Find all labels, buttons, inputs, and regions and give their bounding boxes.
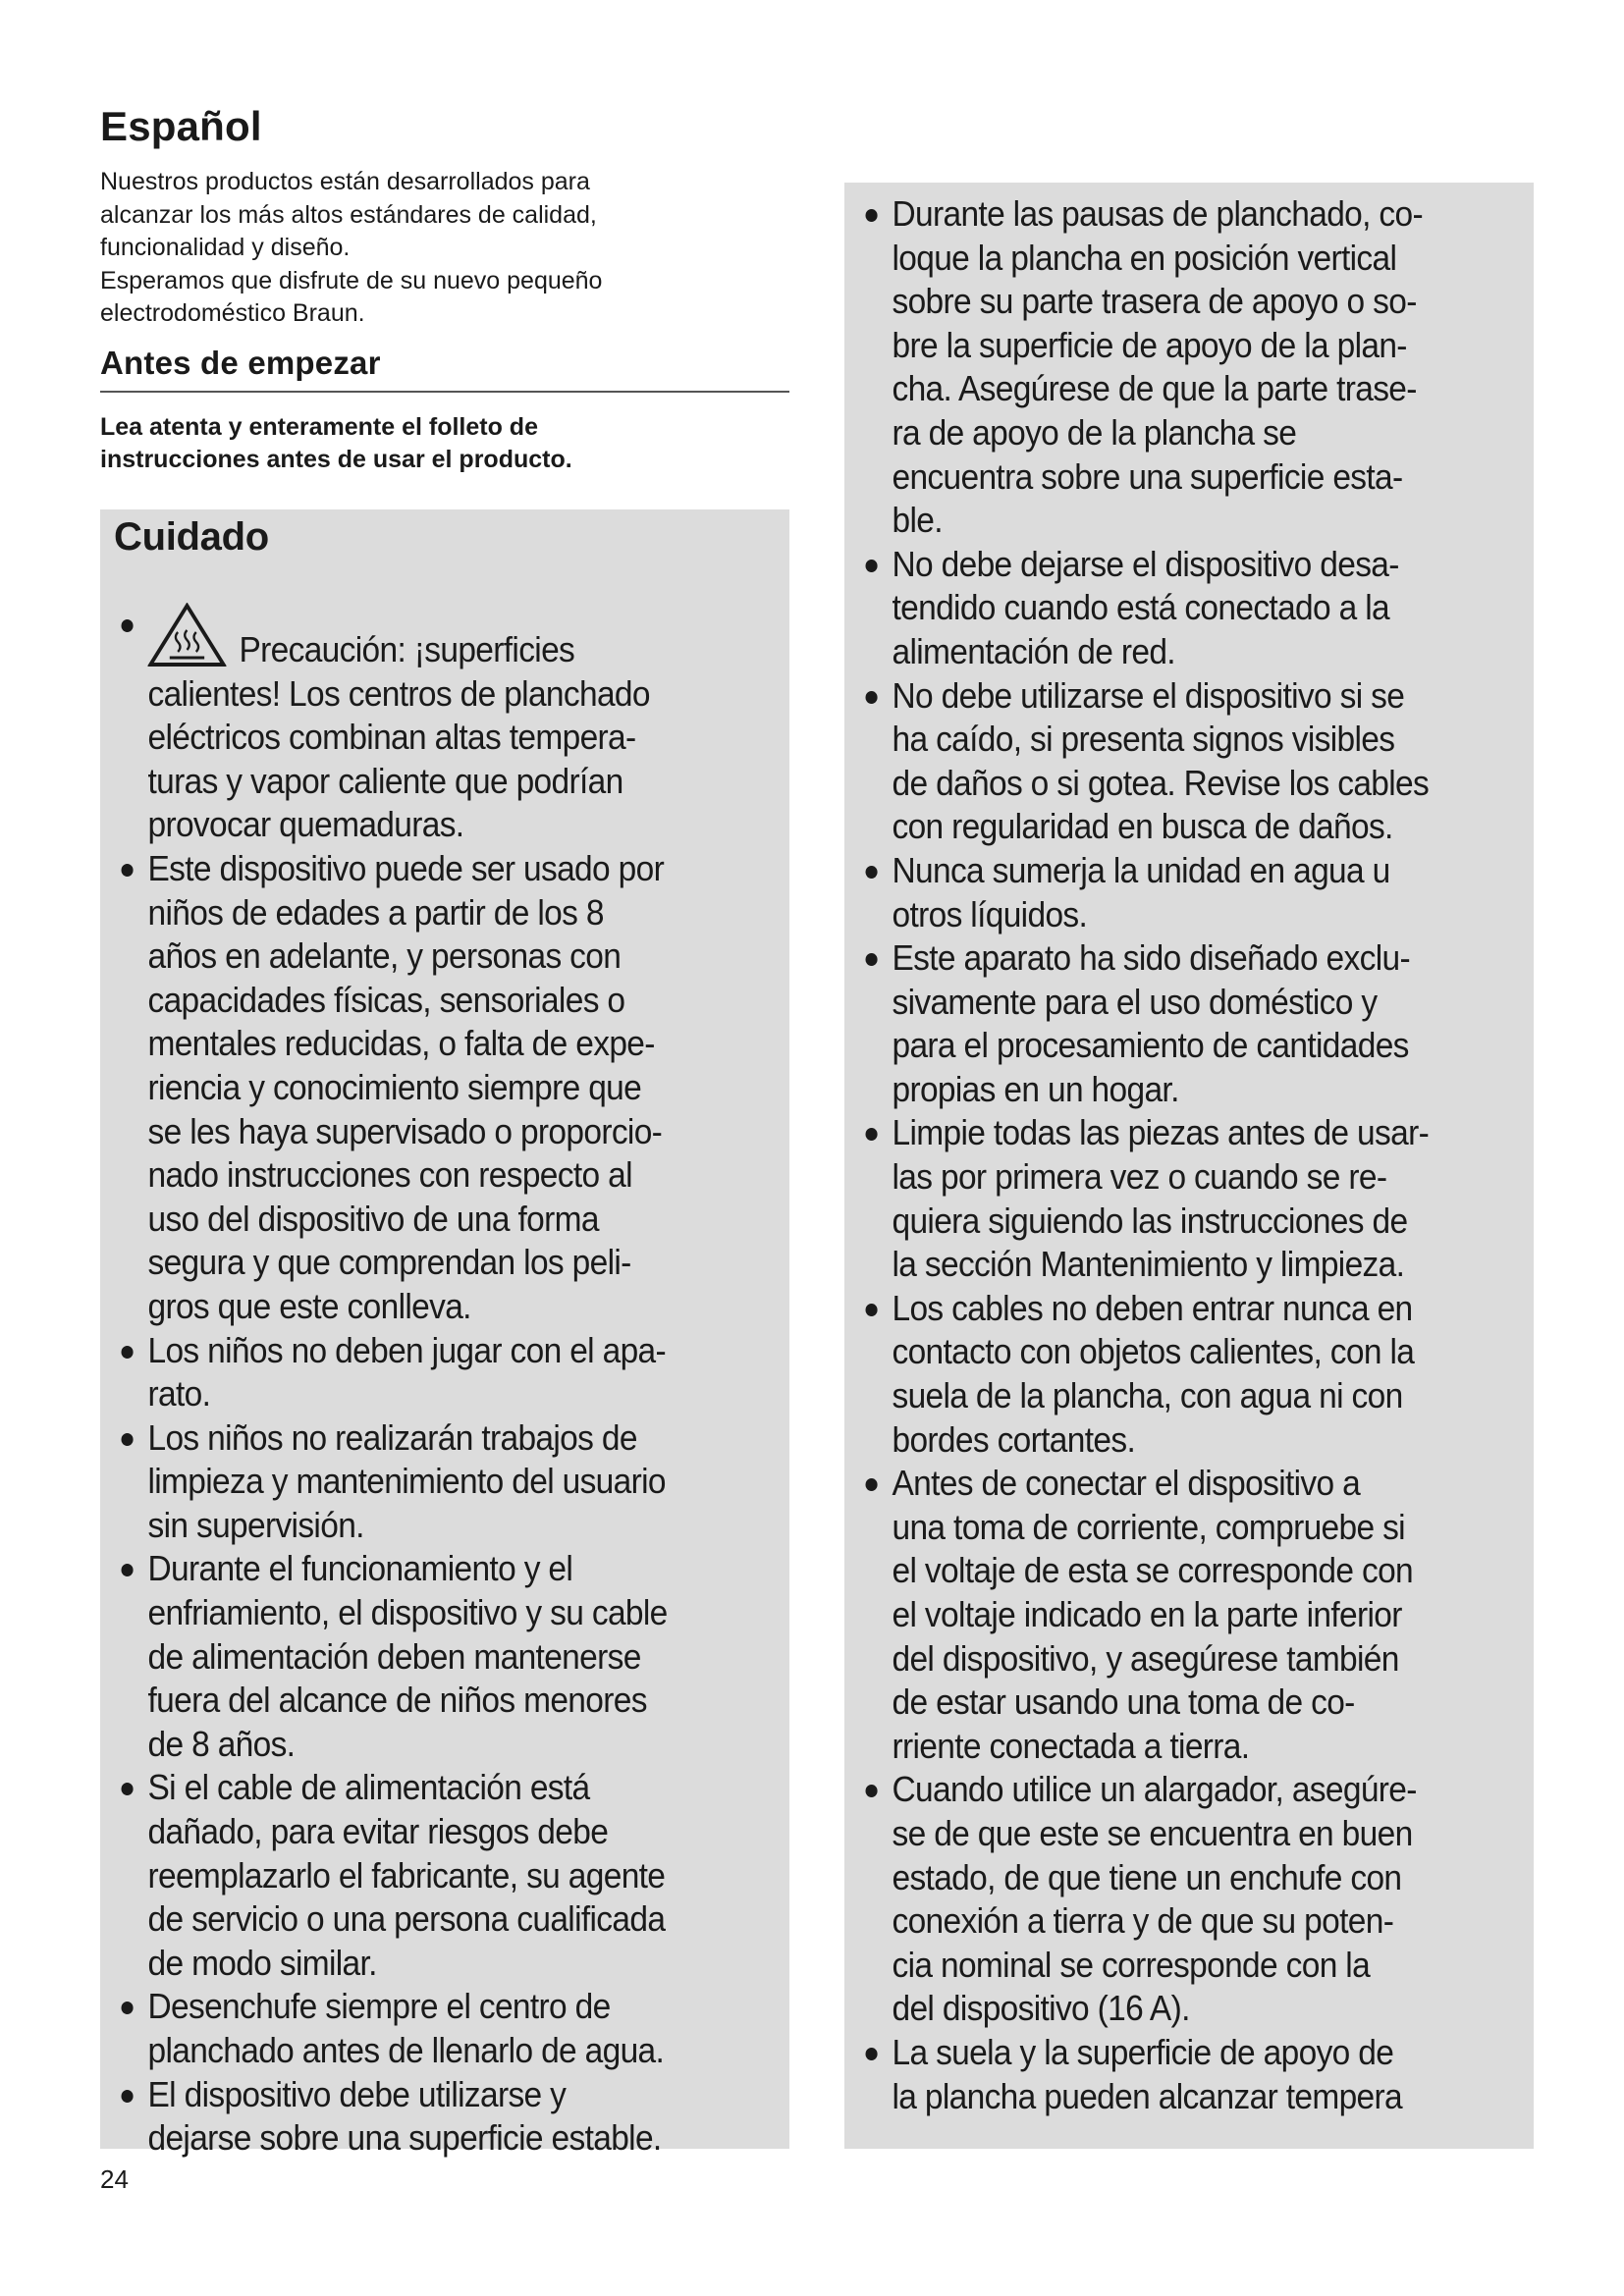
caution-line: La suela y la superficie de apoyo de: [892, 2031, 1394, 2072]
caution-item: [115, 1766, 790, 1985]
intro-line: alcanzar los más altos estándares de calidad,: [100, 200, 597, 229]
caution-line: reemplazarlo el fabricante, su agente: [147, 1854, 666, 1896]
caution-box-right: [844, 183, 1534, 2149]
caution-line: No debe utilizarse el dispositivo si se: [892, 674, 1405, 716]
caution-line: El dispositivo debe utilizarse y: [147, 2073, 567, 2114]
caution-line: Este aparato ha sido diseñado exclu-: [892, 937, 1410, 979]
caution-line: dañado, para evitar riesgos debe: [147, 1811, 609, 1852]
caution-line: turas y vapor caliente que podrían: [147, 760, 623, 801]
caution-line: provocar quemaduras.: [147, 804, 464, 845]
caution-line: de 8 años.: [147, 1723, 296, 1764]
caution-line: loque la plancha en posición vertical: [892, 237, 1397, 278]
caution-line: de alimentación deben mantenerse: [147, 1635, 641, 1677]
caution-line: enfriamiento, el dispositivo y su cable: [147, 1592, 668, 1633]
caution-line: cia nominal se corresponde con la: [892, 1944, 1371, 1985]
caution-line: alimentación de red.: [892, 630, 1175, 671]
caution-line: Cuando utilice un alargador, asegúre-: [892, 1769, 1417, 1810]
caution-line: Durante el funcionamiento y el: [147, 1548, 573, 1589]
caution-line: el voltaje indicado en la parte inferior: [892, 1594, 1402, 1634]
caution-line: Limpie todas las piezas antes de usar-: [892, 1112, 1430, 1153]
caution-item: [115, 847, 790, 1329]
caution-line: quiera siguiendo las instrucciones de: [892, 1200, 1408, 1241]
caution-item: [859, 936, 1535, 1111]
caution-line: ble.: [892, 500, 943, 541]
caution-item: [859, 1111, 1535, 1286]
caution-line: nado instrucciones con respecto al: [147, 1154, 632, 1196]
caution-title: Cuidado: [114, 515, 269, 559]
caution-line: sivamente para el uso doméstico y: [892, 981, 1378, 1022]
intro-column: [100, 103, 789, 476]
caution-line: se les haya supervisado o proporcio-: [147, 1110, 663, 1151]
caution-list-right: [859, 192, 1535, 2118]
caution-line: de modo similar.: [147, 1942, 377, 1983]
caution-item: [115, 1329, 790, 1416]
caution-line: el voltaje de esta se corresponde con: [892, 1550, 1414, 1591]
caution-line: calientes! Los centros de planchado: [147, 672, 650, 714]
caution-line: rato.: [147, 1373, 211, 1415]
intro-line: electrodoméstico Braun.: [100, 299, 365, 327]
caution-line: Los niños no realizarán trabajos de: [147, 1416, 637, 1458]
caution-line: capacidades físicas, sensoriales o: [147, 979, 625, 1020]
caution-line: eléctricos combinan altas tempera-: [147, 717, 636, 758]
intro-line: Nuestros productos están desarrollados para: [100, 168, 590, 195]
caution-item: [115, 603, 790, 847]
caution-line: una toma de corriente, compruebe si: [892, 1506, 1405, 1547]
caution-box-left: [100, 509, 789, 2159]
caution-item: [115, 1416, 790, 1548]
caution-line: Los niños no deben jugar con el apa-: [147, 1329, 667, 1370]
caution-item: [115, 1985, 790, 2072]
caution-line: del dispositivo (16 A).: [892, 1988, 1190, 2029]
caution-item: [859, 543, 1535, 674]
caution-line: Este dispositivo puede ser usado por: [147, 847, 665, 888]
caution-line: la plancha pueden alcanzar tempera: [892, 2075, 1402, 2116]
caution-line: No debe dejarse el dispositivo desa-: [892, 543, 1399, 584]
caution-line: ha caído, si presenta signos visibles: [892, 719, 1395, 760]
section-heading: Antes de empezar: [100, 345, 789, 393]
caution-line: Si el cable de alimentación está: [147, 1767, 590, 1808]
caution-line: sin supervisión.: [147, 1504, 364, 1545]
caution-line: Nunca sumerja la unidad en agua u: [892, 849, 1390, 890]
caution-line: años en adelante, y personas con: [147, 935, 622, 977]
caution-line: tendido cuando está conectado a la: [892, 587, 1390, 628]
instruction-notice: [100, 411, 789, 476]
caution-line: se de que este se encuentra en buen: [892, 1812, 1413, 1853]
intro-line: funcionalidad y diseño.: [100, 234, 351, 261]
intro-text: [100, 166, 789, 331]
caution-line: de daños o si gotea. Revise los cables: [892, 762, 1430, 803]
caution-line: bordes cortantes.: [892, 1418, 1136, 1460]
caution-line: Durante las pausas de planchado, co-: [892, 193, 1423, 234]
intro-line: Esperamos que disfrute de su nuevo pequeño: [100, 266, 603, 294]
caution-line: Precaución: ¡superficies: [239, 629, 575, 669]
caution-line: del dispositivo, y asegúrese también: [892, 1637, 1399, 1679]
caution-line: las por primera vez o cuando se re-: [892, 1156, 1387, 1198]
caution-line: uso del dispositivo de una forma: [147, 1198, 599, 1239]
caution-line: Los cables no deben entrar nunca en: [892, 1287, 1413, 1328]
notice-line: Lea atenta y enteramente el folleto de: [100, 412, 538, 441]
caution-item: [859, 192, 1535, 543]
caution-line: cha. Asegúrese de que la parte trase-: [892, 368, 1417, 409]
caution-line: contacto con objetos calientes, con la: [892, 1331, 1415, 1372]
caution-line: otros líquidos.: [892, 893, 1088, 934]
hot-surface-warning-icon: [147, 603, 226, 667]
notice-line: instrucciones antes de usar el producto.: [100, 445, 572, 473]
caution-line: segura y que comprendan los peli-: [147, 1242, 631, 1283]
caution-item: [859, 849, 1535, 936]
caution-line: niños de edades a partir de los 8: [147, 891, 604, 933]
caution-line: para el procesamiento de cantidades: [892, 1025, 1409, 1066]
caution-line: Desenchufe siempre el centro de: [147, 1986, 611, 2027]
caution-item: [859, 1768, 1535, 2031]
caution-item: [115, 1547, 790, 1766]
caution-line: estado, de que tiene un enchufe con: [892, 1856, 1402, 1897]
caution-item: [859, 674, 1535, 849]
caution-line: planchado antes de llenarlo de agua.: [147, 2030, 665, 2070]
caution-line: propias en un hogar.: [892, 1068, 1179, 1109]
page-number: 24: [100, 2164, 129, 2194]
caution-line: conexión a tierra y de que su poten-: [892, 1900, 1394, 1942]
caution-line: dejarse sobre una superficie estable.: [147, 2117, 662, 2159]
caution-line: la sección Mantenimiento y limpieza.: [892, 1244, 1405, 1285]
caution-item: [859, 2031, 1535, 2118]
caution-line: encuentra sobre una superficie esta-: [892, 455, 1403, 497]
caution-line: sobre su parte trasera de apoyo o so-: [892, 281, 1417, 322]
caution-item: [115, 2073, 790, 2161]
caution-list-left: [115, 603, 790, 2161]
caution-item: [859, 1287, 1535, 1462]
caution-line: de servicio o una persona cualificada: [147, 1898, 666, 1940]
caution-line: Antes de conectar el dispositivo a: [892, 1463, 1361, 1504]
caution-line: con regularidad en busca de daños.: [892, 806, 1393, 847]
caution-line: suela de la plancha, con agua ni con: [892, 1375, 1403, 1416]
caution-line: riencia y conocimiento siempre que: [147, 1066, 642, 1107]
caution-line: de estar usando una toma de co-: [892, 1682, 1355, 1723]
caution-line: limpieza y mantenimiento del usuario: [147, 1461, 666, 1502]
caution-line: fuera del alcance de niños menores: [147, 1680, 647, 1721]
caution-line: mentales reducidas, o falta de expe-: [147, 1023, 655, 1064]
caution-line: rriente conectada a tierra.: [892, 1725, 1250, 1766]
language-title: Español: [100, 103, 262, 149]
caution-line: gros que este conlleva.: [147, 1285, 471, 1326]
caution-item: [859, 1462, 1535, 1768]
caution-line: bre la superficie de apoyo de la plan-: [892, 324, 1407, 365]
caution-line: ra de apoyo de la plancha se: [892, 411, 1297, 453]
